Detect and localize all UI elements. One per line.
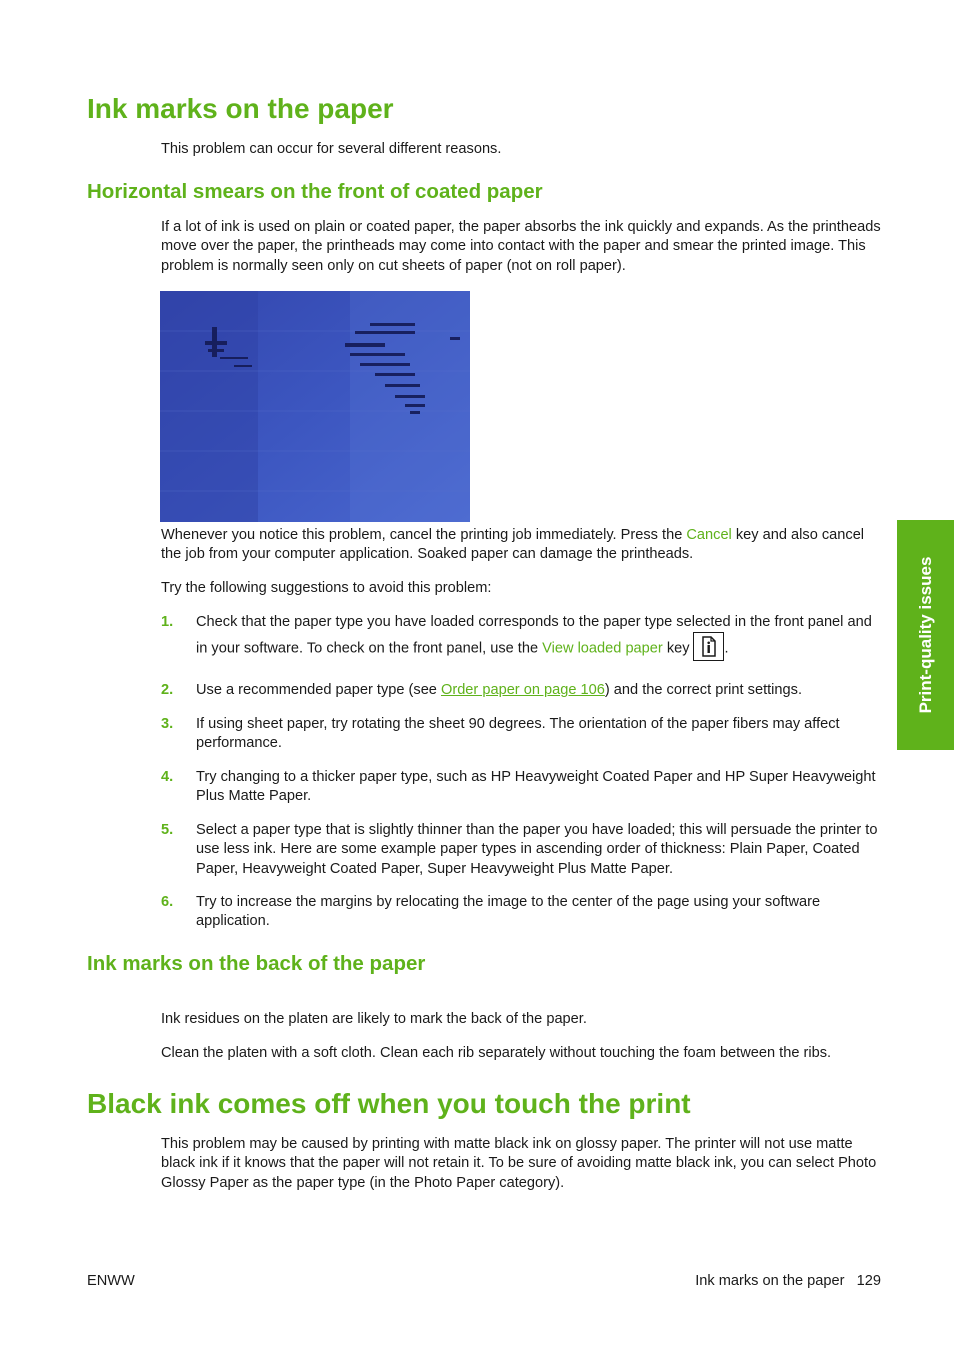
cancel-key-label: Cancel [686, 527, 732, 543]
list-number: 3. [161, 716, 174, 732]
back-paragraph-1: Ink residues on the platen are likely to mark the back of the paper. [161, 1011, 587, 1027]
list-item [161, 613, 887, 666]
side-chapter-tab-label: Print-quality issues [915, 556, 935, 714]
paper-info-icon [693, 632, 724, 661]
back-paragraph-2: Clean the platen with a soft cloth. Clean each rib separately without touching the foam between the ribs. [161, 1045, 832, 1061]
page-title: Ink marks on the paper [87, 93, 394, 124]
intro-paragraph: This problem can occur for several different reasons. [161, 141, 502, 157]
smear-example-photo [160, 291, 470, 522]
list-item [161, 893, 887, 932]
list-item-1-before: Check that the paper type you have loaded corresponds to the paper type selected in the front panel and in your software. To check on the front panel, use the [196, 614, 872, 657]
footer-section-title: Ink marks on the paper [695, 1273, 845, 1289]
list-number: 5. [161, 822, 174, 838]
list-number: 2. [161, 682, 174, 698]
list-item-text: Try changing to a thicker paper type, such as HP Heavyweight Coated Paper and HP Super Heavyweight Plus Matte Paper. [196, 769, 876, 805]
heading-horizontal-smears: Horizontal smears on the front of coated paper [87, 180, 543, 203]
list-item-2-before: Use a recommended paper type (see [196, 682, 441, 698]
footer-right [695, 1273, 881, 1289]
list-item-2-after: ) and the correct print settings. [604, 682, 802, 698]
heading-back-of-paper: Ink marks on the back of the paper [87, 952, 426, 975]
list-item [161, 681, 887, 700]
list-item [161, 821, 887, 879]
list-item-text: Select a paper type that is slightly thinner than the paper you have loaded; this will persuade the printer to use less ink. Here are some example paper types in ascending order of thickness: Plain Paper, Coated Paper, Heavyweight Coated Paper, Super Heavyweight Plus Matte Paper. [196, 822, 878, 877]
list-item [161, 715, 887, 754]
smears-paragraph-2-after: key and also cancel the job from your computer application. Soaked paper can damage the printheads. [161, 527, 865, 563]
page-number: 129 [856, 1273, 881, 1289]
list-item [161, 768, 887, 807]
smears-paragraph-2 [161, 526, 887, 565]
order-paper-link[interactable]: Order paper on page 106 [440, 682, 605, 698]
view-loaded-paper-key-label: View loaded paper [542, 640, 663, 657]
suggestions-intro: Try the following suggestions to avoid this problem: [161, 580, 492, 596]
list-item-text: Try to increase the margins by relocating the image to the center of the page using your software application. [196, 894, 821, 930]
list-number: 4. [161, 769, 174, 785]
footer-left: ENWW [87, 1273, 135, 1289]
smears-paragraph-1: If a lot of ink is used on plain or coated paper, the paper absorbs the ink quickly and expands. As the printheads move over the paper, the printheads may come into contact with the paper and smear the printed image. This problem is normally seen only on cut sheets of paper (not on roll paper). [161, 219, 881, 274]
side-chapter-tab [897, 520, 954, 750]
black-ink-paragraph: This problem may be caused by printing with matte black ink on glossy paper. The printer will not use matte black ink if it knows that the paper will not retain it. To be sure of avoiding matte black ink, you can select Photo Glossy Paper as the paper type (in the Photo Paper category). [161, 1136, 877, 1191]
list-number: 6. [161, 894, 174, 910]
smears-paragraph-2-before: Whenever you notice this problem, cancel the printing job immediately. Press the [161, 527, 687, 543]
list-number: 1. [161, 614, 174, 630]
list-item-1-end: . [724, 640, 729, 657]
list-item-text: If using sheet paper, try rotating the sheet 90 degrees. The orientation of the paper fibers may affect performance. [196, 716, 840, 752]
list-item-1-after: key [662, 640, 690, 657]
heading-black-ink: Black ink comes off when you touch the print [87, 1088, 691, 1119]
